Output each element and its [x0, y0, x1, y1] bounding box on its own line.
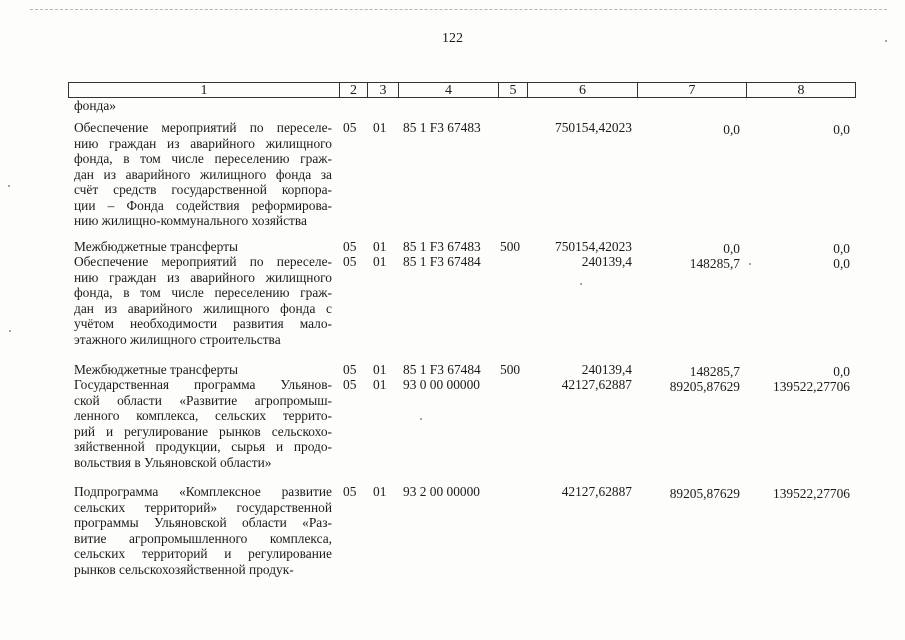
table-cell-c7: 0,0 [723, 241, 740, 256]
table-cell-c8: 0,0 [833, 122, 850, 137]
description-line: Межбюджетные трансферты [74, 239, 238, 254]
table-cell-c3: 01 [373, 120, 387, 135]
header-col-6: 6 [527, 82, 637, 98]
table-cell-c2: 05 [343, 239, 357, 254]
description-line: рий и регулирование рынков сельскохо- [74, 423, 332, 439]
table-cell-c7: 148285,7 [689, 364, 740, 379]
table-cell-c3: 01 [373, 484, 387, 499]
table-cell-c7: 89205,87629 [669, 379, 740, 394]
description-line: этажного жилищного строительства [74, 331, 281, 347]
table-cell-c4: 85 1 F3 67484 [403, 254, 481, 269]
table-cell-c4: 93 0 00 00000 [403, 377, 480, 392]
scan-speck [885, 40, 887, 42]
table-cell-c6: 240139,4 [581, 362, 632, 377]
scan-speck [9, 330, 11, 332]
description-line: нию жилищно-коммунального хозяйства [74, 213, 307, 228]
scan-speck [580, 283, 582, 285]
description-line: ской области «Развитие агропромыш- [74, 392, 332, 408]
description-line: программы Ульяновской области «Раз- [74, 515, 332, 530]
table-cell-c2: 05 [343, 362, 357, 377]
table-cell-c2: 05 [343, 254, 357, 269]
header-col-1: 1 [68, 82, 339, 98]
table-cell-c8: 0,0 [833, 241, 850, 256]
table-row-description [74, 120, 332, 229]
table-row-description [74, 377, 332, 470]
scan-speck [420, 418, 422, 420]
description-line: зяйственной продукции, сырья и продо- [74, 439, 332, 454]
table-cell-c2: 05 [343, 120, 357, 135]
table-cell-c5: 500 [500, 362, 521, 377]
description-line: рынков сельскохозяйственной продук- [74, 561, 294, 577]
table-cell-c3: 01 [373, 239, 387, 254]
table-cell-c2: 05 [343, 484, 357, 499]
table-row-description [74, 239, 332, 255]
description-line: ции – Фонда содействия реформирова- [74, 197, 332, 213]
table-cell-c8: 0,0 [833, 256, 850, 271]
table-cell-c4: 85 1 F3 67484 [403, 362, 481, 377]
description-line: Подпрограмма «Комплексное развитие [74, 484, 332, 499]
table-cell-c3: 01 [373, 254, 387, 269]
table-cell-c8: 139522,27706 [773, 486, 850, 501]
description-line: Государственная программа Ульянов- [74, 377, 332, 392]
table-row-description [74, 484, 332, 577]
header-col-8: 8 [746, 82, 856, 98]
description-line: фонда» [74, 98, 116, 113]
description-line: вольствия в Ульяновской области» [74, 454, 272, 470]
table-cell-c3: 01 [373, 362, 387, 377]
table-row-description [74, 362, 332, 378]
description-line: фонда, в том числе переселению граж- [74, 151, 332, 166]
scan-top-edge [30, 9, 887, 10]
table-cell-c6: 240139,4 [581, 254, 632, 269]
table-row-description [74, 98, 332, 114]
description-line: сельских территорий» государственной [74, 499, 332, 515]
page-number: 122 [442, 31, 463, 46]
table-cell-c4: 93 2 00 00000 [403, 484, 480, 499]
description-line: Обеспечение мероприятий по переселе- [74, 120, 332, 135]
table-row-description [74, 254, 332, 347]
table-cell-c8: 0,0 [833, 364, 850, 379]
table-cell-c8: 139522,27706 [773, 379, 850, 394]
header-col-2: 2 [339, 82, 367, 98]
table-cell-c6: 750154,42023 [555, 239, 632, 254]
table-cell-c7: 148285,7 [689, 256, 740, 271]
header-col-5: 5 [498, 82, 527, 98]
table-cell-c6: 750154,42023 [555, 120, 632, 135]
table-cell-c4: 85 1 F3 67483 [403, 239, 481, 254]
description-line: дан из аварийного жилищного фонда с [74, 300, 332, 316]
table-cell-c6: 42127,62887 [561, 377, 632, 392]
description-line: ленного комплекса, сельских террито- [74, 408, 332, 423]
table-cell-c7: 89205,87629 [669, 486, 740, 501]
table-cell-c2: 05 [343, 377, 357, 392]
description-line: дан из аварийного жилищного фонда за [74, 166, 332, 182]
description-line: счёт средств государственной корпора- [74, 182, 332, 197]
scan-speck [749, 263, 751, 265]
description-line: нию граждан из аварийного жилищного [74, 135, 332, 151]
table-cell-c5: 500 [500, 239, 521, 254]
description-line: сельских территорий и регулирование [74, 546, 332, 561]
table-cell-c3: 01 [373, 377, 387, 392]
description-line: Межбюджетные трансферты [74, 362, 238, 377]
header-col-4: 4 [398, 82, 498, 98]
description-line: Обеспечение мероприятий по переселе- [74, 254, 332, 269]
description-line: нию граждан из аварийного жилищного [74, 269, 332, 285]
description-line: фонда, в том числе переселению граж- [74, 285, 332, 300]
header-col-7: 7 [637, 82, 746, 98]
scan-speck [8, 185, 10, 187]
table-cell-c7: 0,0 [723, 122, 740, 137]
table-cell-c4: 85 1 F3 67483 [403, 120, 481, 135]
table-cell-c6: 42127,62887 [561, 484, 632, 499]
header-col-3: 3 [367, 82, 398, 98]
description-line: учётом необходимости развития мало- [74, 316, 332, 331]
description-line: витие агропромышленного комплекса, [74, 530, 332, 546]
